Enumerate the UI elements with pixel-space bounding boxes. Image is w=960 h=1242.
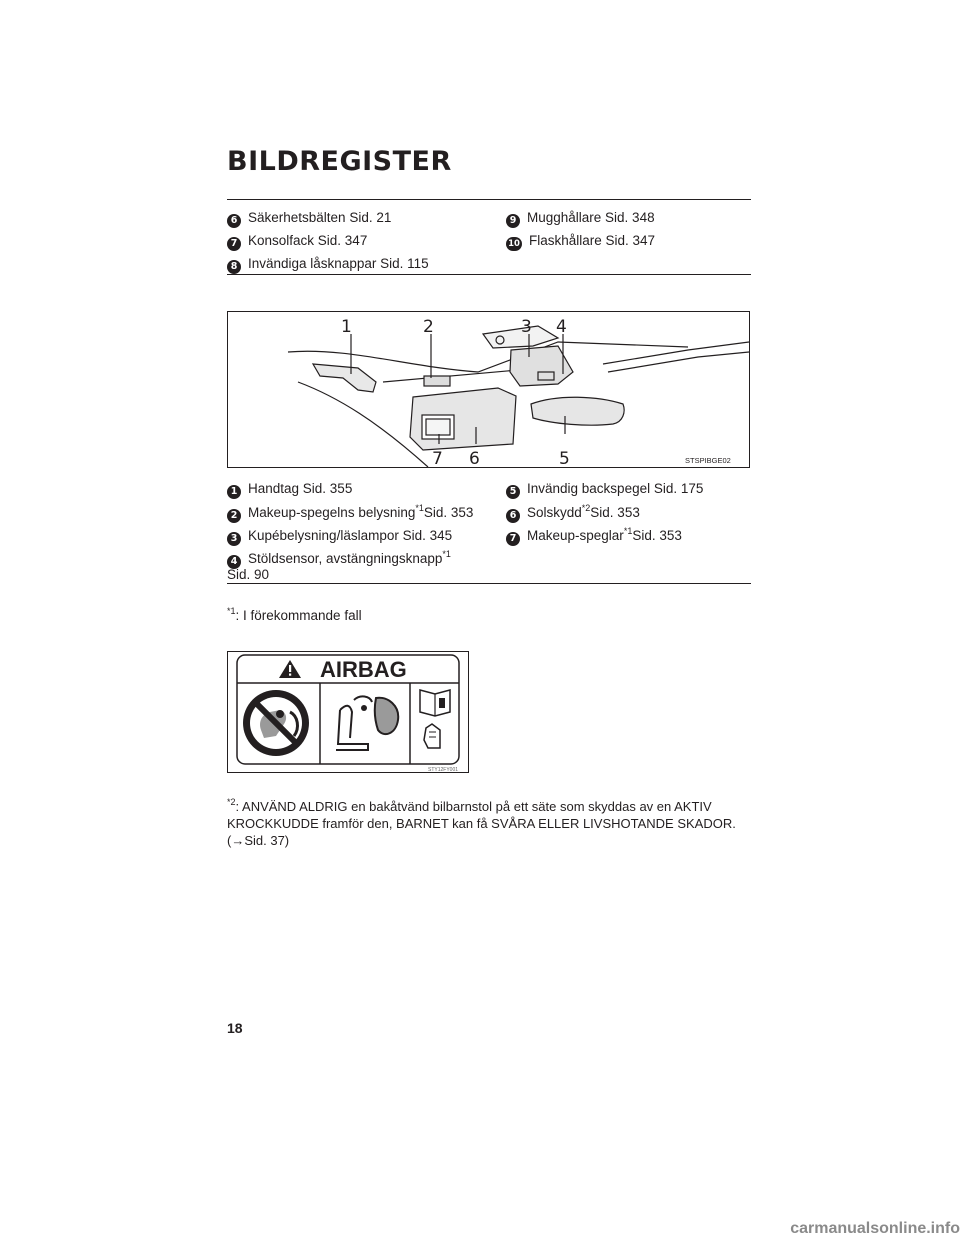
callout-7: 7 (432, 449, 443, 467)
footnote-marker: *2 (227, 797, 236, 807)
list-item (506, 504, 640, 523)
page-title: BILDREGISTER (227, 146, 452, 177)
list-item-text: Säkerhetsbälten Sid. 21 (248, 210, 392, 225)
list-item-text: Mugghållare Sid. 348 (527, 210, 655, 225)
list-item-text: Solskydd (527, 505, 582, 520)
number-badge: 3 (227, 532, 241, 546)
number-badge: 4 (227, 555, 241, 569)
divider (227, 583, 751, 584)
number-badge: 1 (227, 485, 241, 499)
callout-2: 2 (423, 317, 434, 337)
list-item-text: Invändiga låsknappar Sid. 115 (248, 256, 429, 271)
footnote-ref: *1 (623, 526, 633, 536)
interior-ceiling-figure (227, 311, 750, 468)
list-item (227, 504, 473, 523)
list-item (227, 480, 352, 499)
list-item (227, 209, 391, 228)
number-badge: 5 (506, 485, 520, 499)
list-item-continuation: Sid. 90 (227, 567, 270, 582)
list-item-text: Makeup-speglar (527, 528, 624, 543)
list-item-text: Invändig backspegel Sid. 175 (527, 481, 704, 496)
list-item (227, 527, 452, 546)
list-item-page: Sid. 353 (632, 528, 682, 543)
footnote-text: : I förekommande fall (235, 608, 362, 623)
list-item-text: Handtag Sid. 355 (248, 481, 353, 496)
list-item (227, 232, 367, 251)
list-item-page: Sid. 353 (590, 505, 640, 520)
footnote-ref: *1 (442, 549, 451, 559)
callout-1: 1 (341, 317, 352, 337)
number-badge: 7 (506, 532, 520, 546)
number-badge: 6 (506, 509, 520, 523)
list-item-text: Makeup-spegelns belysning (248, 505, 416, 520)
list-item (506, 232, 655, 251)
list-item-text: Kupébelysning/läslampor Sid. 345 (248, 528, 453, 543)
footnote-marker: *1 (227, 606, 236, 616)
list-item-page: Sid. 353 (423, 505, 474, 520)
footnote-ref: *1 (415, 503, 424, 513)
interior-ceiling-illustration (228, 312, 749, 467)
footnote-ref: *2 (581, 503, 591, 513)
number-badge: 2 (227, 509, 241, 523)
footnote-2 (227, 798, 757, 849)
number-badge: 7 (227, 237, 241, 251)
figure-code: STSPIBGE02 (685, 456, 731, 465)
callout-4: 4 (556, 317, 567, 337)
watermark: carmanualsonline.info (790, 1220, 960, 1237)
page-number: 18 (227, 1020, 243, 1036)
divider (227, 199, 751, 200)
number-badge: 8 (227, 260, 241, 274)
list-item-text: Flaskhållare Sid. 347 (529, 233, 656, 248)
list-item (506, 209, 655, 228)
no-rear-facing-child-seat-icon (243, 690, 309, 756)
airbag-title: AIRBAG (320, 657, 407, 682)
list-item (506, 480, 703, 499)
footnote-1 (227, 607, 362, 624)
number-badge: 6 (227, 214, 241, 228)
airbag-label-code: STY12FY001 (428, 767, 459, 772)
list-item (506, 527, 682, 546)
callout-5: 5 (559, 449, 570, 467)
list-item-text: Konsolfack Sid. 347 (248, 233, 368, 248)
airbag-label-graphic (228, 652, 468, 772)
list-item-text: Stöldsensor, avstängningsknapp (248, 551, 443, 566)
footnote-text: : ANVÄND ALDRIG en bakåtvänd bilbarnstol på ett säte som skyddas av en AKTIV KROCKKUDDE framför den, BARNET kan få SVÅRA ELLER LIVSHOTANDE SKADOR. (→Sid. 37) (227, 799, 736, 848)
airbag-warning-label (227, 651, 469, 773)
callout-3: 3 (521, 317, 532, 337)
callout-6: 6 (469, 449, 480, 467)
number-badge: 9 (506, 214, 520, 228)
list-item (227, 255, 429, 274)
number-badge: 10 (506, 237, 522, 251)
divider (227, 274, 751, 275)
